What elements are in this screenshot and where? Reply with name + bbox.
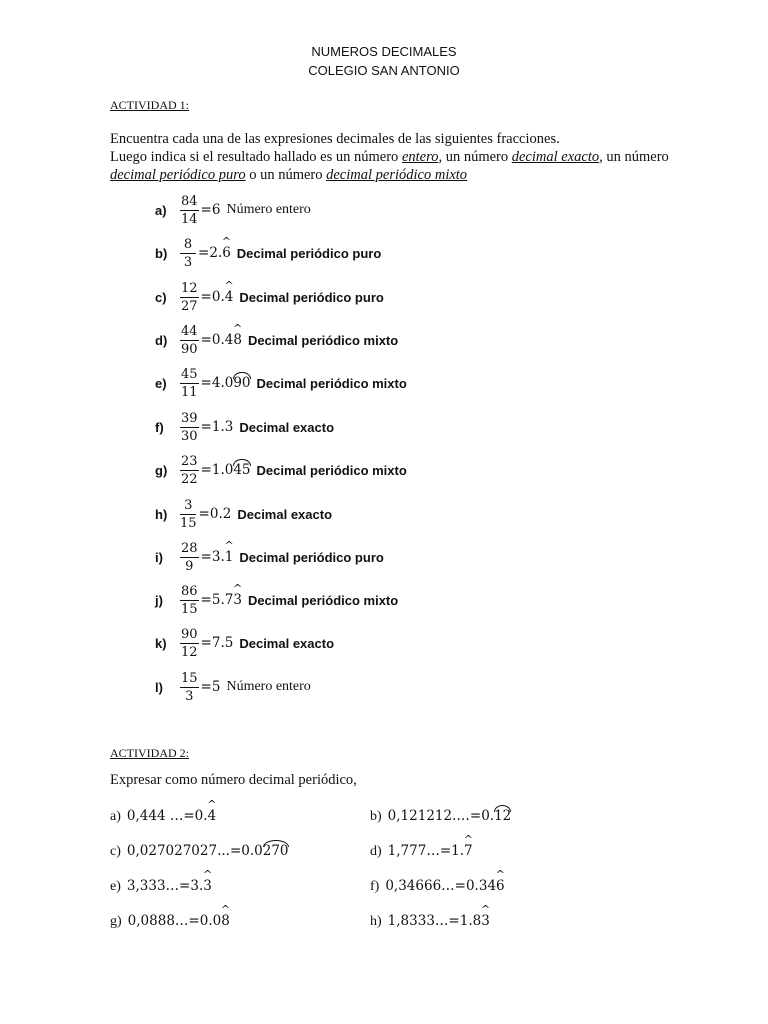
exercise-label: k) — [155, 635, 167, 651]
denominator: 27 — [181, 298, 198, 314]
decimal-expression: 0,444 …= — [126, 808, 195, 824]
exercise-label: f) — [155, 419, 164, 435]
instruction-line-1: Encuentra cada una de las expresiones decimales de las siguientes fracciones. — [110, 131, 560, 147]
classification: Decimal periódico mixto — [247, 332, 399, 348]
decimal-result — [451, 843, 472, 859]
numerator: 39 — [181, 410, 198, 426]
equals-sign: = — [200, 592, 212, 608]
classification: Número entero — [226, 202, 311, 217]
activity-2-title: ACTIVIDAD 2: — [110, 746, 189, 760]
decimal-result — [212, 289, 233, 305]
integer-part: 0. — [211, 332, 225, 348]
numerator: 28 — [181, 540, 198, 556]
non-repeating-digits: 34 — [478, 878, 497, 894]
integer-part: 0. — [481, 808, 495, 824]
classification: Decimal exacto — [239, 419, 335, 435]
repeating-digits: 12 — [494, 808, 512, 824]
classification: Número entero — [226, 679, 311, 694]
exercise-row — [155, 322, 398, 358]
repeating-digits: 90 — [233, 375, 251, 391]
non-repeating-digits: 8 — [472, 913, 482, 929]
equals-sign: = — [200, 462, 212, 478]
decimal-expression: 1,777…= — [387, 843, 452, 859]
fraction — [180, 454, 199, 487]
integer-part: 6 — [211, 202, 221, 218]
equals-sign: = — [200, 332, 212, 348]
non-repeating-digits: 7 — [224, 592, 234, 608]
activity-1-title: ACTIVIDAD 1: — [110, 98, 189, 112]
conversion-item — [110, 913, 230, 930]
repeating-digits: ^ 8 — [221, 913, 230, 929]
integer-part: 0. — [211, 289, 225, 305]
exercise-row — [155, 669, 311, 705]
integer-part: 1.3 — [211, 419, 234, 435]
decimal-result — [212, 202, 221, 218]
exercise-label: b) — [370, 809, 382, 824]
conversion-item — [110, 808, 216, 825]
denominator: 3 — [183, 254, 193, 270]
numerator: 44 — [181, 323, 198, 339]
denominator: 15 — [181, 601, 198, 617]
repeating-digits: 45 — [233, 462, 251, 478]
exercise-label: d) — [370, 844, 382, 859]
exercise-label: j) — [155, 592, 163, 608]
equals-sign: = — [200, 635, 212, 651]
fraction — [180, 194, 199, 227]
decimal-result — [466, 878, 505, 894]
decimal-result — [200, 913, 230, 929]
instruction-text: o un número — [245, 167, 327, 183]
equals-sign: = — [200, 419, 212, 435]
conversion-item — [110, 878, 212, 895]
exercise-label: l) — [155, 679, 163, 695]
exercise-row — [155, 582, 398, 618]
decimal-result — [190, 878, 211, 894]
exercise-label: i) — [155, 549, 163, 565]
fraction — [180, 498, 197, 531]
classification: Decimal exacto — [237, 506, 333, 522]
repeating-digits: ^ 3 — [481, 913, 490, 929]
fraction — [180, 324, 199, 357]
conversion-item — [370, 808, 511, 825]
document-title: NUMEROS DECIMALES — [311, 44, 457, 59]
repeating-digits: ^ 6 — [496, 878, 505, 894]
numerator: 3 — [180, 498, 196, 515]
denominator: 3 — [185, 688, 194, 704]
integer-part: 0. — [194, 808, 208, 824]
numerator: 8 — [180, 237, 196, 254]
repeating-digits: ^ 3 — [233, 592, 242, 608]
non-repeating-digits: 4 — [224, 332, 234, 348]
repeating-digits: ^ 3 — [203, 878, 212, 894]
exercise-label: g) — [110, 914, 122, 929]
integer-part: 3. — [190, 878, 204, 894]
numerator: 45 — [181, 366, 198, 382]
integer-part: 7.5 — [211, 635, 234, 651]
fraction — [180, 541, 199, 574]
exercise-label: c) — [110, 844, 121, 859]
decimal-result — [212, 549, 233, 565]
denominator: 14 — [181, 211, 198, 227]
integer-part: 0. — [199, 913, 213, 929]
exercise-label: g) — [155, 462, 168, 478]
exercise-row — [155, 539, 384, 575]
equals-sign: = — [200, 202, 212, 218]
denominator: 12 — [181, 644, 198, 660]
integer-part: 0. — [465, 878, 479, 894]
equals-sign: = — [200, 289, 212, 305]
classification: Decimal exacto — [239, 635, 335, 651]
instruction-text: , un número — [438, 149, 512, 165]
repeating-digits: ^ 8 — [233, 332, 242, 348]
integer-part: 5. — [211, 592, 225, 608]
conversion-item — [110, 843, 289, 860]
repeating-digits: ^ 7 — [464, 843, 473, 859]
term-entero: entero — [401, 149, 439, 165]
numerator: 84 — [181, 193, 198, 209]
decimal-result — [212, 375, 251, 391]
equals-sign: = — [200, 375, 212, 391]
classification: Decimal periódico mixto — [247, 592, 399, 608]
exercise-label: e) — [110, 879, 121, 894]
exercise-label: f) — [370, 879, 380, 894]
non-repeating-digits: 0 — [224, 462, 234, 478]
integer-part: 0. — [241, 843, 255, 859]
non-repeating-digits: 0 — [212, 913, 222, 929]
decimal-expression: 1,8333…= — [387, 913, 460, 929]
equals-sign: = — [198, 245, 210, 261]
decimal-result — [241, 843, 288, 859]
classification: Decimal periódico puro — [239, 549, 384, 565]
decimal-expression: 0,121212.…= — [387, 808, 482, 824]
non-repeating-digits: 0 — [254, 843, 263, 859]
decimal-result — [212, 679, 221, 695]
decimal-result — [212, 462, 251, 478]
exercise-label: e) — [155, 375, 167, 391]
exercise-label: d) — [155, 332, 168, 348]
repeating-digits: ^ 6 — [222, 245, 231, 261]
denominator: 15 — [180, 515, 197, 531]
exercise-label: a) — [155, 202, 167, 218]
fraction — [180, 281, 199, 314]
decimal-result — [460, 913, 490, 929]
denominator: 9 — [185, 558, 194, 574]
repeating-digits: ^ 4 — [225, 289, 234, 305]
school-name: COLEGIO SAN ANTONIO — [308, 63, 460, 78]
numerator: 86 — [181, 583, 198, 599]
integer-part: 1. — [459, 913, 473, 929]
fraction — [180, 584, 199, 617]
fraction — [180, 671, 199, 704]
decimal-result — [210, 506, 231, 522]
fraction — [180, 627, 199, 660]
decimal-expression: 0,34666…= — [385, 878, 466, 894]
decimal-result — [212, 332, 242, 348]
term-periodico-puro: decimal periódico puro — [110, 167, 246, 183]
denominator: 90 — [181, 341, 198, 357]
fraction — [180, 411, 199, 444]
denominator: 30 — [181, 428, 198, 444]
classification: Decimal periódico puro — [236, 245, 382, 261]
decimal-result — [195, 808, 216, 824]
term-periodico-mixto: decimal periódico mixto — [326, 167, 468, 183]
decimal-expression: 0,0888…= — [127, 913, 200, 929]
repeating-digits: 270 — [262, 843, 289, 859]
exercise-row — [155, 409, 334, 445]
conversion-item — [370, 913, 490, 930]
fraction — [180, 237, 196, 270]
repeating-digits: ^ 4 — [208, 808, 217, 824]
classification: Decimal periódico mixto — [256, 375, 407, 391]
decimal-result — [212, 592, 242, 608]
exercise-row — [155, 452, 407, 488]
term-decimal-exacto: decimal exacto — [511, 149, 600, 165]
exercise-label: c) — [155, 289, 167, 305]
instruction-text: , un número — [599, 149, 669, 165]
conversion-item — [370, 878, 505, 895]
numerator: 15 — [181, 670, 198, 686]
numerator: 12 — [181, 280, 198, 296]
decimal-result — [481, 808, 511, 824]
activity-2-instructions: Expresar como número decimal periódico, — [110, 772, 357, 788]
decimal-result — [209, 245, 230, 261]
exercise-row — [155, 496, 332, 532]
repeating-digits: ^ 1 — [225, 549, 234, 565]
integer-part: 1. — [211, 462, 225, 478]
numerator: 23 — [181, 453, 198, 469]
decimal-result — [212, 635, 233, 651]
exercise-label: h) — [155, 506, 168, 522]
instruction-text: Luego indica si el resultado hallado es un número — [110, 149, 402, 165]
equals-sign: = — [198, 506, 210, 522]
exercise-row — [155, 625, 334, 661]
integer-part: 1. — [451, 843, 465, 859]
denominator: 11 — [181, 384, 198, 400]
exercise-label: a) — [110, 809, 121, 824]
exercise-row — [155, 365, 407, 401]
denominator: 22 — [181, 471, 198, 487]
numerator: 90 — [181, 626, 198, 642]
integer-part: 3. — [211, 549, 225, 565]
integer-part: 0.2 — [209, 506, 232, 522]
integer-part: 2. — [209, 245, 223, 261]
non-repeating-digits: 0 — [224, 375, 234, 391]
fraction — [180, 367, 199, 400]
decimal-expression: 3,333…= — [126, 878, 191, 894]
decimal-result — [212, 419, 233, 435]
integer-part: 5 — [211, 679, 221, 695]
exercise-row — [155, 235, 381, 271]
classification: Decimal periódico mixto — [256, 462, 407, 478]
classification: Decimal periódico puro — [239, 289, 384, 305]
integer-part: 4. — [211, 375, 225, 391]
exercise-row — [155, 279, 384, 315]
decimal-expression: 0,027027027...= — [126, 843, 242, 859]
equals-sign: = — [200, 679, 212, 695]
exercise-row — [155, 192, 311, 228]
activity-1-instructions — [110, 130, 670, 184]
conversion-item — [370, 843, 473, 860]
exercise-label: h) — [370, 914, 382, 929]
equals-sign: = — [200, 549, 212, 565]
exercise-label: b) — [155, 245, 168, 261]
